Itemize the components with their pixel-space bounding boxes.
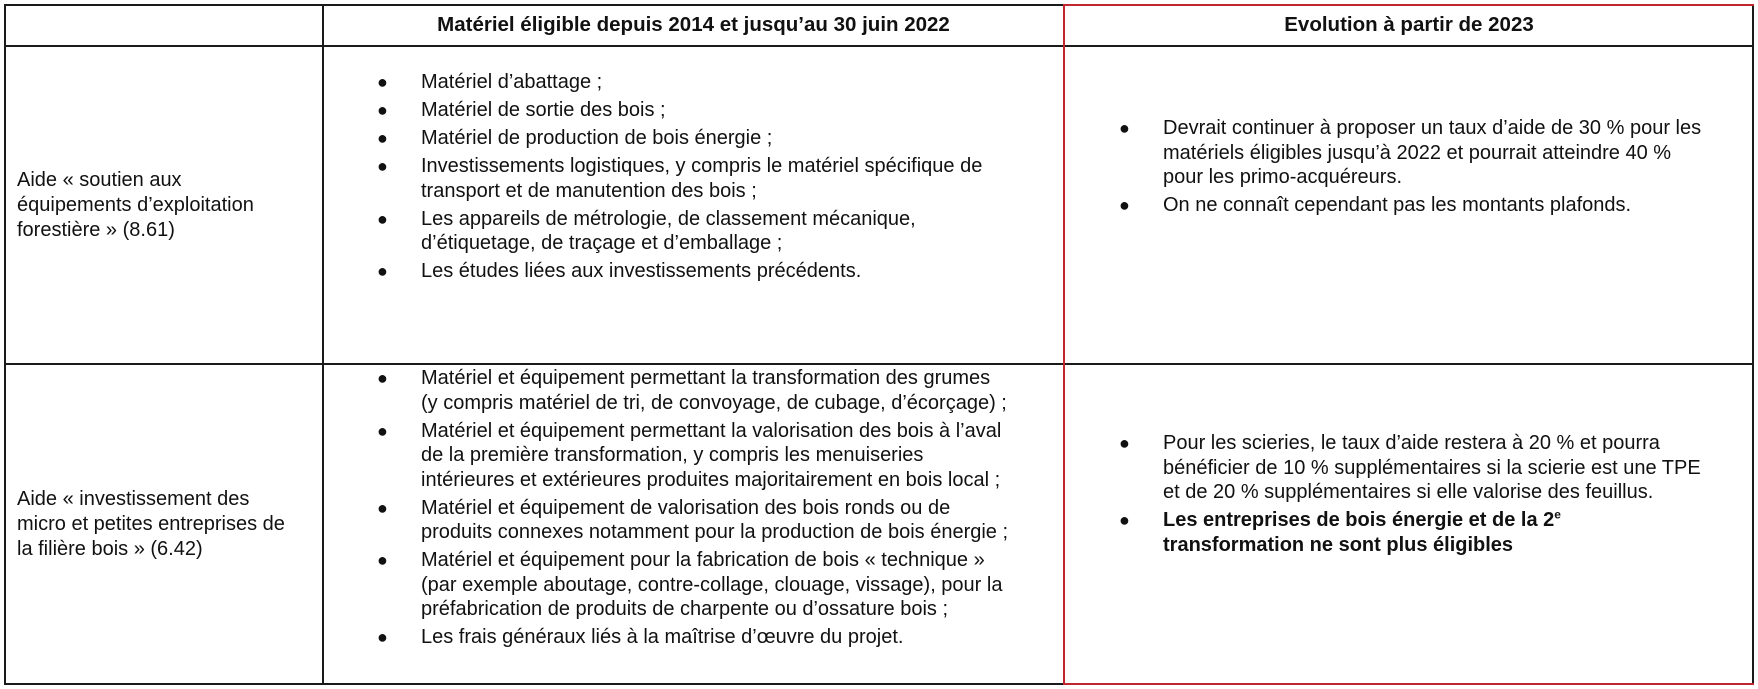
row1-eligible-list — [377, 70, 1061, 287]
list-item: ● Les études liées aux investissements précédents. — [377, 260, 862, 282]
list-item: ● Devrait continuer à proposer un taux d’aide de 30 % pour les matériels éligibles jusqu’à 2022 et pourrait atteindre 40 % pour les primo-acquéreurs. — [1119, 117, 1702, 188]
list-item: ● Matériel et équipement permettant la valorisation des bois à l’aval de la première transformation, y compris les menuiseries intérieures et extérieures produites majoritairement en bois local ; — [377, 419, 1002, 491]
divider-header — [4, 45, 1754, 47]
bullet-icon: ● — [1119, 510, 1130, 530]
header-eligible-label: Matériel éligible depuis 2014 et jusqu’au 30 juin 2022 — [437, 13, 950, 36]
bullet-icon: ● — [377, 420, 388, 441]
bullet-icon: ● — [377, 627, 388, 647]
list-item: ● Matériel d’abattage ; — [377, 71, 603, 93]
row1-aid-label — [4, 46, 323, 364]
list-item: ● Matériel de production de bois énergie ; — [377, 127, 773, 149]
header-evolution-label: Evolution à partir de 2023 — [1284, 13, 1534, 36]
row2-aid-label — [4, 364, 323, 685]
header-evolution-column — [1064, 4, 1754, 46]
evolution-border-left — [1063, 4, 1065, 685]
bullet-icon: ● — [377, 156, 388, 176]
list-item: ● On ne connaît cependant pas les montants plafonds. — [1119, 194, 1632, 216]
row2-eligible-list — [377, 366, 1061, 653]
border-left — [4, 4, 6, 685]
row2-label-line: la filière bois » (6.42) — [17, 538, 203, 560]
divider-row — [4, 363, 1754, 365]
row2-label-line: Aide « investissement des — [17, 488, 250, 510]
bullet-icon: ● — [377, 100, 388, 120]
header-eligible-column — [323, 4, 1064, 46]
row1-label-line: Aide « soutien aux — [17, 168, 182, 191]
row2-evolution-list — [1119, 431, 1753, 561]
comparison-table — [4, 4, 1754, 685]
bullet-icon: ● — [377, 72, 388, 92]
list-item: ● Pour les scieries, le taux d’aide restera à 20 % et pourra bénéficier de 10 % supplémentaires si la scierie est une TPE et de 20 % supplémentaires si elle valorise des feuillus. — [1119, 432, 1701, 503]
list-item-ineligible-note: ● Les entreprises de bois énergie et de la 2e transformation ne sont plus éligibles — [1119, 507, 1561, 556]
border-right — [1752, 4, 1754, 685]
row1-label-line: forestière » (8.61) — [17, 218, 175, 241]
evolution-border-top — [1063, 4, 1754, 6]
bullet-icon: ● — [1119, 433, 1130, 453]
border-bottom — [4, 683, 1064, 685]
bullet-icon: ● — [377, 261, 388, 281]
list-item: ● Les frais généraux liés à la maîtrise d’œuvre du projet. — [377, 626, 904, 648]
row2-label-line: micro et petites entreprises de — [17, 513, 285, 535]
list-item: ● Matériel et équipement pour la fabrication de bois « technique » (par exemple aboutage, contre-collage, clouage, vissage), pour la préfabrication de produits de charpente ou d’ossature bois ; — [377, 549, 1003, 620]
list-item: ● Les appareils de métrologie, de classement mécanique, d’étiquetage, de traçage et d’emballage ; — [377, 207, 916, 254]
list-item: ● Matériel de sortie des bois ; — [377, 99, 666, 121]
evolution-border-bottom — [1063, 683, 1754, 685]
bullet-icon: ● — [377, 550, 388, 570]
list-item: ● Matériel et équipement permettant la transformation des grumes (y compris matériel de tri, de convoyage, de cubage, d’écorçage) ; — [377, 367, 1007, 414]
bullet-icon: ● — [1119, 195, 1130, 215]
bullet-icon: ● — [1119, 118, 1130, 138]
row1-evolution-list — [1119, 116, 1753, 221]
list-item: ● Investissements logistiques, y compris le matériel spécifique de transport et de manutention des bois ; — [377, 155, 983, 202]
divider-col1 — [322, 4, 324, 685]
bullet-icon: ● — [377, 128, 388, 148]
bullet-icon: ● — [377, 208, 388, 229]
row1-label-line: équipements d’exploitation — [17, 193, 254, 216]
border-top — [4, 4, 1064, 6]
bullet-icon: ● — [377, 368, 388, 388]
list-item: ● Matériel et équipement de valorisation des bois ronds ou de produits connexes notamment pour la production de bois énergie ; — [377, 496, 1009, 543]
header-empty-cell — [4, 4, 323, 46]
bullet-icon: ● — [377, 497, 388, 518]
